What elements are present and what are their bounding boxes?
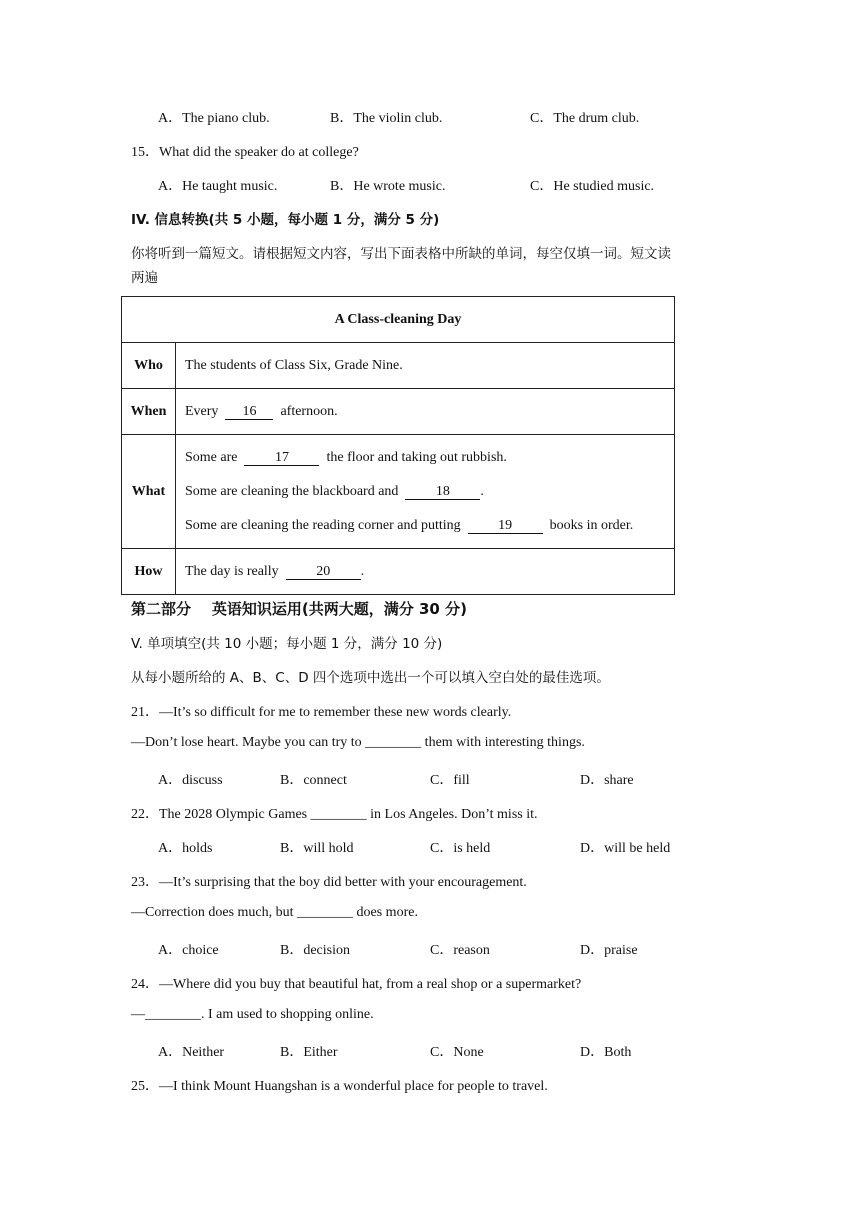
table-title-row	[122, 297, 675, 343]
what-line-3	[185, 509, 665, 543]
section4-heading: IV. 信息转换(共 5 小题，每小题 1 分，满分 5 分)	[131, 212, 440, 228]
who-text: The students of Class Six, Grade Nine.	[176, 343, 675, 389]
q14-option-b: B．The violin club.	[330, 111, 443, 126]
how-cell	[176, 549, 675, 595]
q21-option-b: B．connect	[280, 773, 347, 788]
table-row-when	[122, 389, 675, 435]
what-cell	[176, 435, 675, 549]
when-label: When	[122, 389, 176, 435]
q21-option-a: A．discuss	[158, 773, 223, 788]
section4-instruction-line2: 两遍	[131, 270, 158, 286]
q15-option-c: C．He studied music.	[530, 179, 655, 194]
q23-option-c: C．reason	[430, 943, 490, 958]
what-label: What	[122, 435, 176, 549]
info-table	[121, 296, 675, 595]
q22-option-c: C．is held	[430, 841, 491, 856]
section4-instruction-line1: 你将听到一篇短文。请根据短文内容，写出下面表格中所缺的单词，每空仅填一词。短文读	[131, 246, 671, 262]
q22-option-a: A．holds	[158, 841, 213, 856]
what1-post: the floor and taking out rubbish.	[326, 449, 507, 465]
what1-pre: Some are	[185, 449, 238, 465]
blank-20: 20	[286, 564, 361, 580]
q24-line1: 24．—Where did you buy that beautiful hat, from a real shop or a supermarket?	[131, 977, 582, 992]
q23-line1: 23．—It’s surprising that the boy did better with your encouragement.	[131, 875, 527, 890]
q24-line2: —________. I am used to shopping online.	[131, 1007, 374, 1022]
q22-line1: 22．The 2028 Olympic Games ________ in Los Angeles. Don’t miss it.	[131, 807, 538, 822]
q24-option-d: D．Both	[580, 1045, 632, 1060]
q22-option-b: B．will hold	[280, 841, 354, 856]
table-row-how	[122, 549, 675, 595]
when-post: afternoon.	[280, 403, 338, 419]
q15-option-a: A．He taught music.	[158, 179, 278, 194]
how-pre: The day is really	[185, 563, 279, 579]
blank-16: 16	[225, 404, 273, 420]
blank-17: 17	[244, 450, 319, 466]
table-title: A Class-cleaning Day	[122, 297, 675, 343]
q14-option-a: A．The piano club.	[158, 111, 270, 126]
q21-option-c: C．fill	[430, 773, 470, 788]
what2-pre: Some are cleaning the blackboard and	[185, 483, 399, 499]
q21-option-d: D．share	[580, 773, 634, 788]
q22-option-d: D．will be held	[580, 841, 671, 856]
q25-line1: 25．—I think Mount Huangshan is a wonderful place for people to travel.	[131, 1079, 548, 1094]
how-label: How	[122, 549, 176, 595]
q15-question: 15．What did the speaker do at college?	[131, 145, 359, 160]
blank-18: 18	[405, 484, 480, 500]
what-line-2	[185, 475, 665, 509]
q23-line2: —Correction does much, but ________ does more.	[131, 905, 418, 920]
q23-option-a: A．choice	[158, 943, 219, 958]
q14-option-c: C．The drum club.	[530, 111, 640, 126]
what-line-1	[185, 441, 665, 475]
section5-instruction: 从每小题所给的 A、B、C、D 四个选项中选出一个可以填入空白处的最佳选项。	[131, 670, 610, 686]
q23-option-b: B．decision	[280, 943, 350, 958]
q23-option-d: D．praise	[580, 943, 638, 958]
section5-heading: V. 单项填空(共 10 小题；每小题 1 分，满分 10 分)	[131, 636, 443, 652]
when-pre: Every	[185, 403, 219, 419]
what2-post: .	[480, 483, 484, 499]
blank-19: 19	[468, 518, 543, 534]
q24-option-b: B．Either	[280, 1045, 338, 1060]
q15-option-b: B．He wrote music.	[330, 179, 446, 194]
table-row-what	[122, 435, 675, 549]
what3-pre: Some are cleaning the reading corner and putting	[185, 517, 461, 533]
part2-heading: 第二部分 英语知识运用(共两大题，满分 30 分)	[131, 600, 467, 618]
who-label: Who	[122, 343, 176, 389]
q21-line1: 21．—It’s so difficult for me to remember these new words clearly.	[131, 705, 512, 720]
how-post: .	[360, 563, 365, 579]
table-row-who	[122, 343, 675, 389]
q24-option-c: C．None	[430, 1045, 484, 1060]
q24-option-a: A．Neither	[158, 1045, 225, 1060]
when-cell	[176, 389, 675, 435]
q21-line2: —Don’t lose heart. Maybe you can try to ________ them with interesting things.	[131, 735, 585, 750]
what3-post: books in order.	[549, 517, 634, 533]
